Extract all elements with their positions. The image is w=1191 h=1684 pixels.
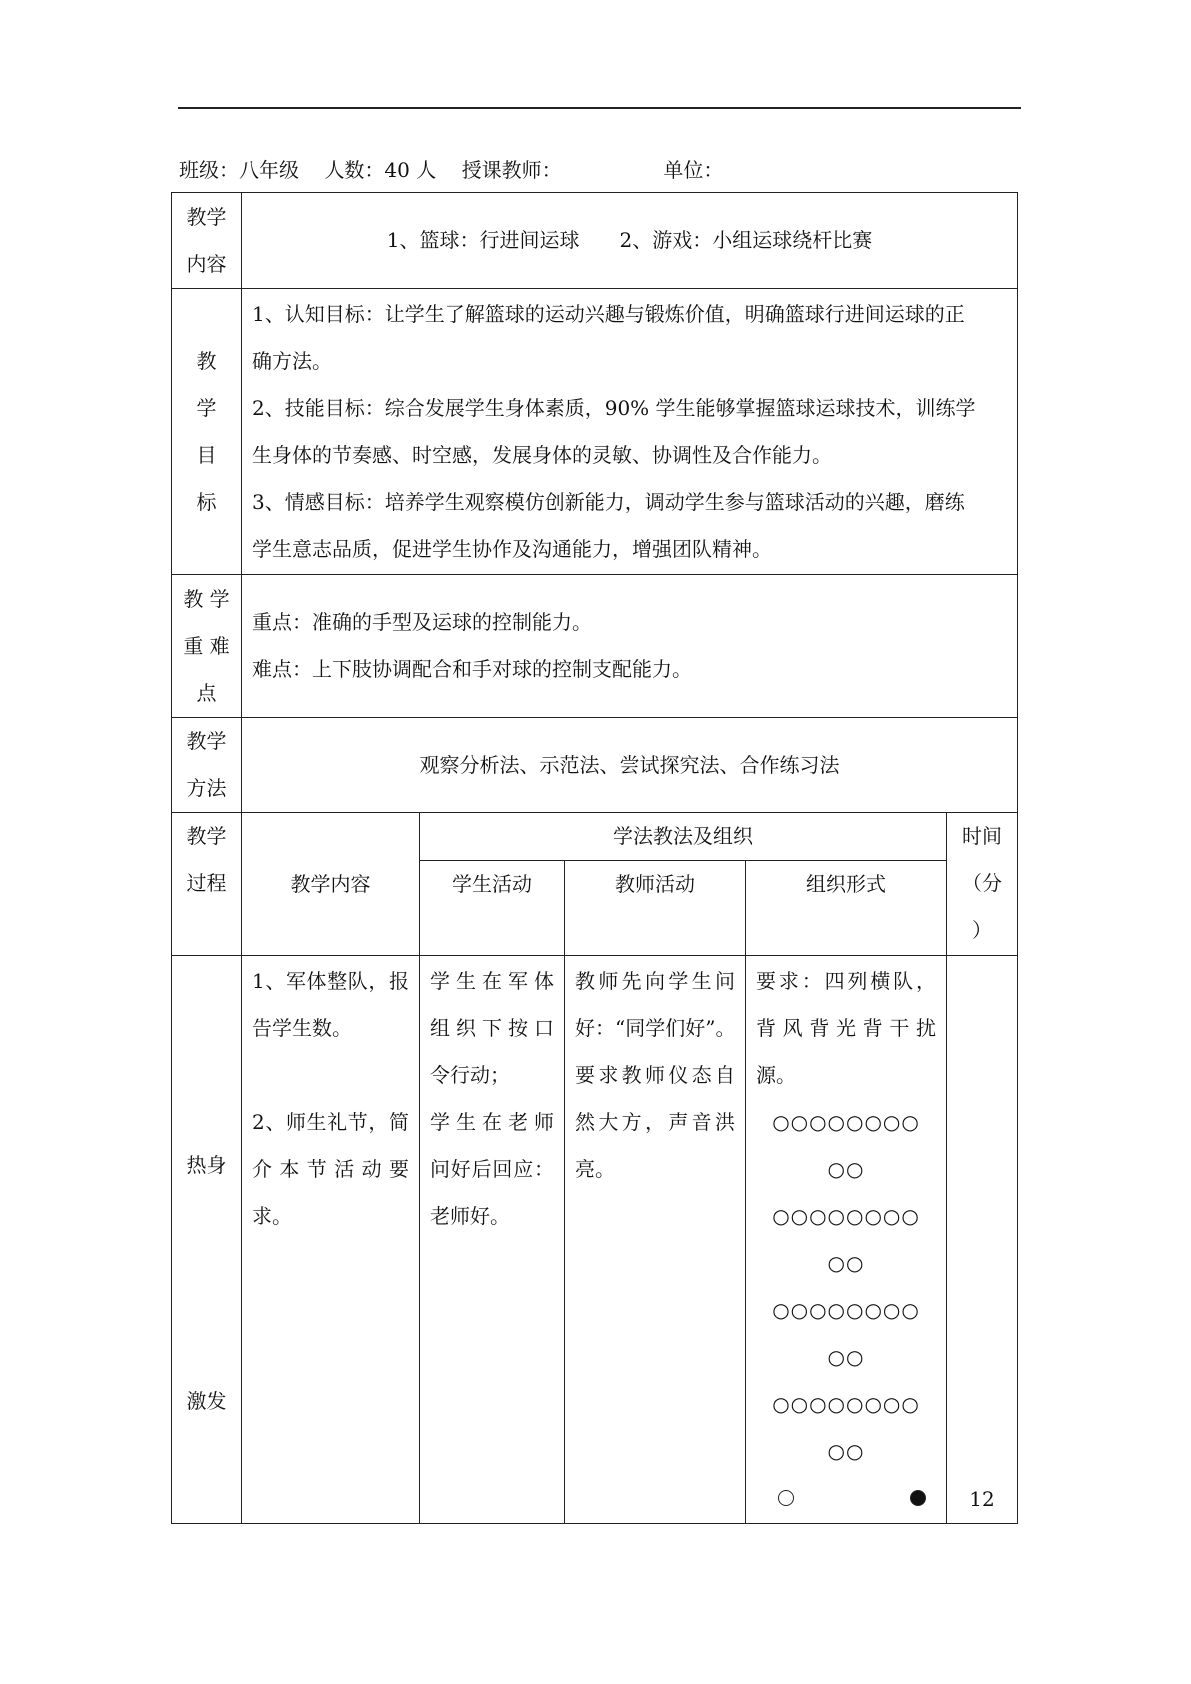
org-col-header: 组织形式 [746, 861, 947, 956]
methods-text: 观察分析法、示范法、尝试探究法、合作练习法 [242, 718, 1018, 813]
formation-row: ○○ [827, 1251, 865, 1275]
key-points-label-line: 教 学 [183, 586, 230, 611]
formation-row: ○○○○○○○○ [772, 1110, 920, 1134]
lesson-plan-table [171, 192, 1018, 1524]
warmup-content-line: 1、军体整队，报 [252, 969, 409, 993]
top-rule [178, 107, 1021, 109]
time-col-header [947, 813, 1018, 956]
content-text: 1、篮球：行进间运球 2、游戏：小组运球绕杆比赛 [242, 193, 1018, 289]
formation-row: ○○ [827, 1157, 865, 1181]
key-points-row [172, 575, 1018, 718]
content-label-line: 教学 [186, 204, 227, 229]
goals-label-cell [172, 289, 242, 575]
formation-row: ○○○○○○○○ [772, 1204, 920, 1228]
difficulty-line: 难点：上下肢协调配合和手对球的控制支配能力。 [252, 657, 692, 681]
warmup-student-line: 令行动； [430, 1063, 510, 1087]
goals-label-char: 学 [196, 395, 217, 420]
warmup-content [242, 956, 420, 1524]
methods-label-cell [172, 718, 242, 813]
goals-label-char: 目 [196, 442, 217, 467]
warmup-time-value: 12 [969, 1487, 995, 1511]
warmup-time [947, 956, 1018, 1524]
formation-last-row [746, 1475, 946, 1506]
content-label-cell [172, 193, 242, 289]
warmup-org-line: 要求：四列横队， [756, 969, 936, 993]
student-col-header: 学生活动 [420, 861, 565, 956]
warmup-label-cell [172, 956, 242, 1524]
warmup-teacher-line: 好：“同学们好”。 [575, 1016, 736, 1040]
content-row [172, 193, 1018, 289]
warmup-label-bottom: 激发 [186, 1389, 227, 1413]
goals-line: 学生意志品质，促进学生协作及沟通能力，增强团队精神。 [252, 536, 772, 561]
content-label-line: 内容 [186, 251, 227, 276]
warmup-row [172, 956, 1018, 1524]
warmup-content-line: 求。 [252, 1204, 292, 1228]
goals-line: 1、认知目标：让学生了解篮球的运动兴趣与锻炼价值，明确篮球行进间运球的正 [252, 301, 965, 326]
warmup-student-line: 老师好。 [430, 1204, 510, 1228]
student-marker-icon [778, 1490, 794, 1506]
warmup-content-line [252, 1052, 409, 1099]
warmup-content-line: 告学生数。 [252, 1016, 352, 1040]
warmup-teacher-line: 亮。 [575, 1157, 615, 1181]
formation-row: ○○ [827, 1345, 865, 1369]
warmup-student-line: 组织下按口 [430, 1016, 554, 1040]
warmup-org-line: 背风背光背干扰 [756, 1016, 936, 1040]
time-header-line: 时间 [962, 824, 1003, 848]
key-points-text [242, 575, 1018, 718]
warmup-student [420, 956, 565, 1524]
methods-label-line: 教学 [186, 729, 227, 753]
warmup-label-top: 热身 [186, 1153, 227, 1177]
group-col-header: 学法教法及组织 [420, 813, 947, 861]
warmup-org [746, 956, 947, 1524]
goals-line: 3、情感目标：培养学生观察模仿创新能力，调动学生参与篮球活动的兴趣，磨练 [252, 489, 965, 514]
formation-row: ○○○○○○○○ [772, 1298, 920, 1322]
formation-row: ○○○○○○○○ [772, 1392, 920, 1416]
teacher-col-header: 教师活动 [565, 861, 746, 956]
warmup-org-text [746, 958, 946, 1099]
process-header-row [172, 813, 1018, 861]
warmup-teacher-line: 然大方，声音洪 [575, 1110, 735, 1134]
methods-label-line: 方法 [186, 776, 227, 800]
warmup-content-line: 2、师生礼节，简 [252, 1110, 409, 1134]
warmup-student-line: 学生在老师 [430, 1110, 554, 1134]
key-points-label-cell [172, 575, 242, 718]
count-label: 人数：40 人 [324, 158, 437, 182]
class-label: 班级：八年级 [179, 158, 299, 182]
content-col-header: 教学内容 [242, 813, 420, 956]
key-points-label-line: 重 难 [183, 633, 230, 658]
formation-row: ○○ [827, 1439, 865, 1463]
process-label-line: 教学 [186, 824, 227, 848]
teacher-label: 授课教师： [461, 158, 562, 182]
lesson-header [179, 154, 723, 183]
warmup-teacher-line: 要求教师仪态自 [575, 1063, 735, 1087]
warmup-teacher-line: 教师先向学生问 [575, 969, 735, 993]
warmup-content-line: 介本节活动要 [252, 1157, 409, 1181]
time-header-line: （分 [962, 871, 1003, 895]
goals-label-char: 标 [196, 489, 217, 514]
warmup-student-line: 学生在军体 [430, 969, 554, 993]
methods-row [172, 718, 1018, 813]
time-header-line: ） [972, 918, 993, 942]
warmup-org-line: 源。 [756, 1063, 796, 1087]
unit-label: 单位： [663, 158, 724, 182]
goals-row [172, 289, 1018, 575]
focus-line: 重点：准确的手型及运球的控制能力。 [252, 610, 592, 634]
warmup-student-line: 问好后回应： [430, 1157, 554, 1181]
goals-text [242, 289, 1018, 575]
teacher-marker-icon [910, 1490, 926, 1506]
process-label-cell [172, 813, 242, 956]
process-label-line: 过程 [186, 871, 227, 895]
goals-line: 确方法。 [252, 348, 332, 373]
formation-diagram [746, 1099, 946, 1506]
warmup-teacher [565, 956, 746, 1524]
key-points-label-line: 点 [196, 680, 217, 705]
goals-line: 生身体的节奏感、时空感，发展身体的灵敏、协调性及合作能力。 [252, 442, 832, 467]
goals-line: 2、技能目标：综合发展学生身体素质，90% 学生能够掌握篮球运球技术，训练学 [252, 395, 976, 420]
goals-label-char: 教 [196, 348, 217, 373]
